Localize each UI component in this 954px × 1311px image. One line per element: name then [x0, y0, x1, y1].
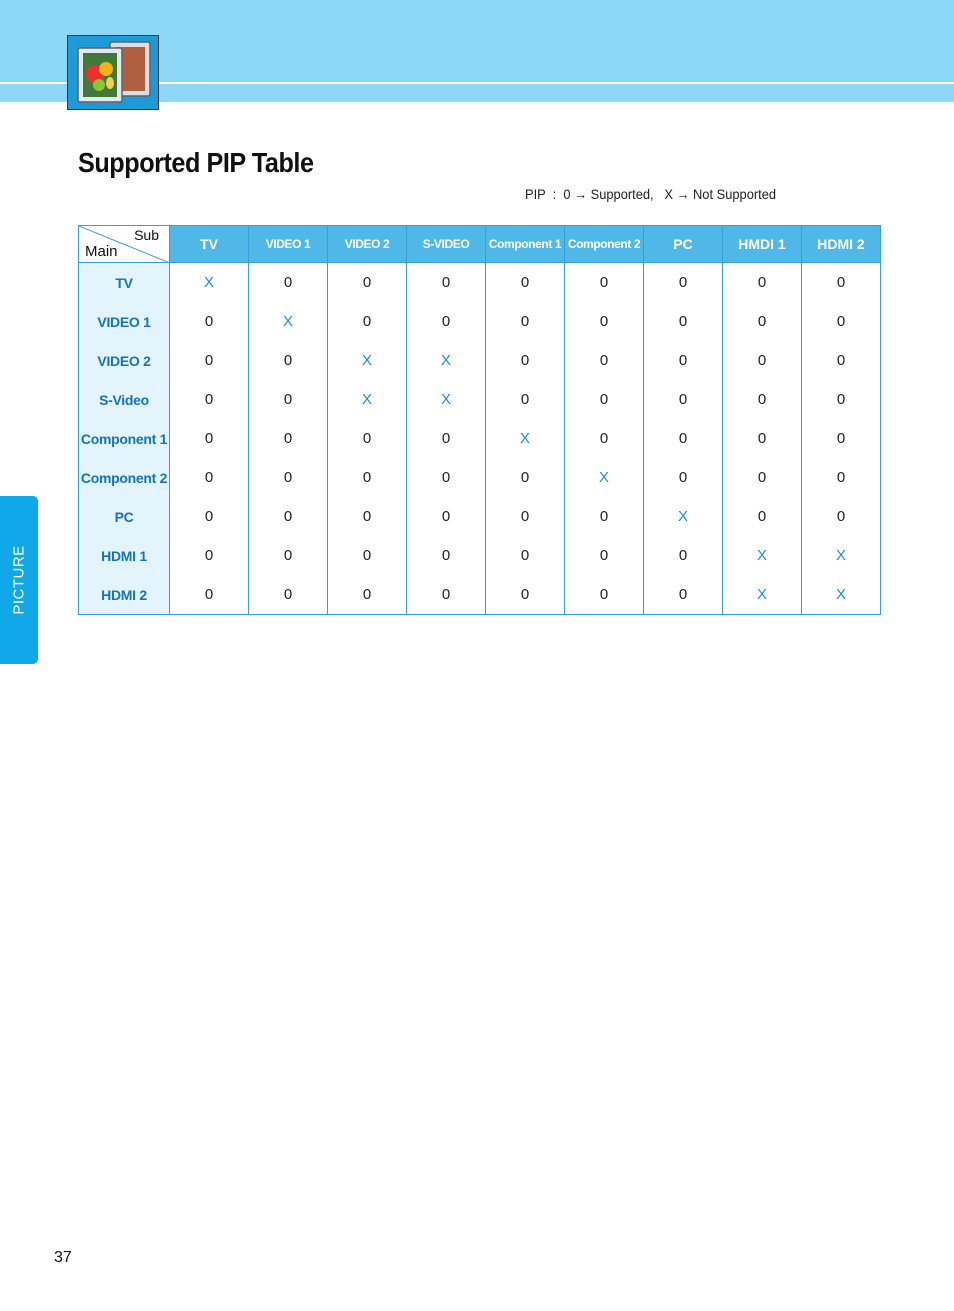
table-cell: 0 [407, 263, 486, 303]
table-cell: 0 [644, 419, 723, 458]
side-tab-picture[interactable] [0, 496, 38, 664]
table-cell: 0 [249, 575, 328, 615]
col-header-component2: Component 2 [565, 226, 644, 263]
table-cell: 0 [565, 341, 644, 380]
table-cell: 0 [723, 458, 802, 497]
table-row [79, 263, 881, 303]
table-cell: 0 [486, 497, 565, 536]
table-row [79, 380, 881, 419]
table-cell: 0 [328, 536, 407, 575]
corner-sub-label: Sub [134, 227, 159, 243]
row-header: Component 2 [79, 458, 170, 497]
table-cell: 0 [565, 419, 644, 458]
table-cell: 0 [328, 302, 407, 341]
table-cell: 0 [249, 263, 328, 303]
table-cell: 0 [170, 302, 249, 341]
table-cell: 0 [802, 263, 881, 303]
table-cell: 0 [644, 458, 723, 497]
table-cell: 0 [644, 536, 723, 575]
table-cell: X [565, 458, 644, 497]
table-row [79, 419, 881, 458]
col-header-hdmi2: HDMI 2 [802, 226, 881, 263]
table-cell: 0 [170, 341, 249, 380]
table-cell: 0 [407, 458, 486, 497]
row-header: HDMI 1 [79, 536, 170, 575]
table-cell: X [644, 497, 723, 536]
col-header-video1: VIDEO 1 [249, 226, 328, 263]
row-header: VIDEO 2 [79, 341, 170, 380]
table-cell: X [328, 341, 407, 380]
table-row [79, 302, 881, 341]
table-cell: 0 [486, 302, 565, 341]
table-cell: 0 [565, 302, 644, 341]
col-header-component1: Component 1 [486, 226, 565, 263]
table-cell: 0 [802, 419, 881, 458]
row-header: PC [79, 497, 170, 536]
page-number: 37 [54, 1249, 72, 1266]
table-cell: X [407, 341, 486, 380]
table-row [79, 575, 881, 615]
table-cell: 0 [486, 263, 565, 303]
table-cell: 0 [802, 380, 881, 419]
table-cell: 0 [170, 575, 249, 615]
table-cell: 0 [328, 575, 407, 615]
table-row [79, 341, 881, 380]
table-row [79, 536, 881, 575]
col-header-svideo: S-VIDEO [407, 226, 486, 263]
table-cell: 0 [249, 497, 328, 536]
table-cell: 0 [328, 263, 407, 303]
pip-legend: PIP : 0 → Supported, X → Not Supported [525, 186, 777, 202]
table-cell: 0 [407, 575, 486, 615]
table-cell: 0 [407, 536, 486, 575]
table-row [79, 458, 881, 497]
table-cell: 0 [565, 536, 644, 575]
table-cell: 0 [249, 341, 328, 380]
col-header-pc: PC [644, 226, 723, 263]
table-cell: X [802, 575, 881, 615]
table-cell: 0 [328, 458, 407, 497]
table-cell: 0 [723, 419, 802, 458]
table-cell: 0 [407, 419, 486, 458]
table-cell: 0 [170, 380, 249, 419]
side-tab-label: PICTURE [10, 545, 28, 615]
table-cell: 0 [249, 380, 328, 419]
table-cell: 0 [170, 458, 249, 497]
table-cell: 0 [644, 263, 723, 303]
table-cell: 0 [249, 536, 328, 575]
table-cell: 0 [723, 497, 802, 536]
table-cell: 0 [328, 497, 407, 536]
table-cell: 0 [802, 497, 881, 536]
table-cell: 0 [802, 302, 881, 341]
table-cell: 0 [723, 263, 802, 303]
table-cell: 0 [644, 302, 723, 341]
row-header: Component 1 [79, 419, 170, 458]
table-cell: 0 [565, 575, 644, 615]
table-cell: 0 [170, 497, 249, 536]
page-title: Supported PIP Table [78, 147, 314, 178]
table-cell: X [170, 263, 249, 303]
table-cell: X [328, 380, 407, 419]
table-cell: 0 [486, 458, 565, 497]
corner-main-label: Main [85, 243, 118, 260]
col-header-tv: TV [170, 226, 249, 263]
table-cell: 0 [723, 341, 802, 380]
row-header: S-Video [79, 380, 170, 419]
table-cell: 0 [249, 419, 328, 458]
table-body [79, 263, 881, 615]
table-cell: 0 [565, 263, 644, 303]
table-cell: X [723, 575, 802, 615]
table-cell: 0 [644, 341, 723, 380]
corner-cell [79, 226, 170, 263]
table-cell: X [407, 380, 486, 419]
table-cell: X [723, 536, 802, 575]
table-cell: 0 [802, 341, 881, 380]
col-header-hdmi1: HMDI 1 [723, 226, 802, 263]
table-cell: X [486, 419, 565, 458]
table-cell: 0 [407, 497, 486, 536]
pip-table [78, 225, 881, 615]
table-cell: X [802, 536, 881, 575]
table-header-row [79, 226, 881, 263]
row-header: HDMI 2 [79, 575, 170, 615]
col-header-video2: VIDEO 2 [328, 226, 407, 263]
table-cell: 0 [565, 497, 644, 536]
table-cell: 0 [170, 536, 249, 575]
row-header: TV [79, 263, 170, 303]
table-cell: 0 [170, 419, 249, 458]
table-cell: 0 [723, 380, 802, 419]
table-cell: 0 [644, 380, 723, 419]
table-cell: 0 [723, 302, 802, 341]
table-cell: 0 [407, 302, 486, 341]
table-cell: X [249, 302, 328, 341]
table-cell: 0 [565, 380, 644, 419]
table-cell: 0 [328, 419, 407, 458]
picture-frames-icon [67, 35, 159, 110]
table-cell: 0 [486, 536, 565, 575]
table-row [79, 497, 881, 536]
table-cell: 0 [644, 575, 723, 615]
table-cell: 0 [486, 575, 565, 615]
table-cell: 0 [249, 458, 328, 497]
table-cell: 0 [802, 458, 881, 497]
row-header: VIDEO 1 [79, 302, 170, 341]
table-cell: 0 [486, 380, 565, 419]
table-cell: 0 [486, 341, 565, 380]
